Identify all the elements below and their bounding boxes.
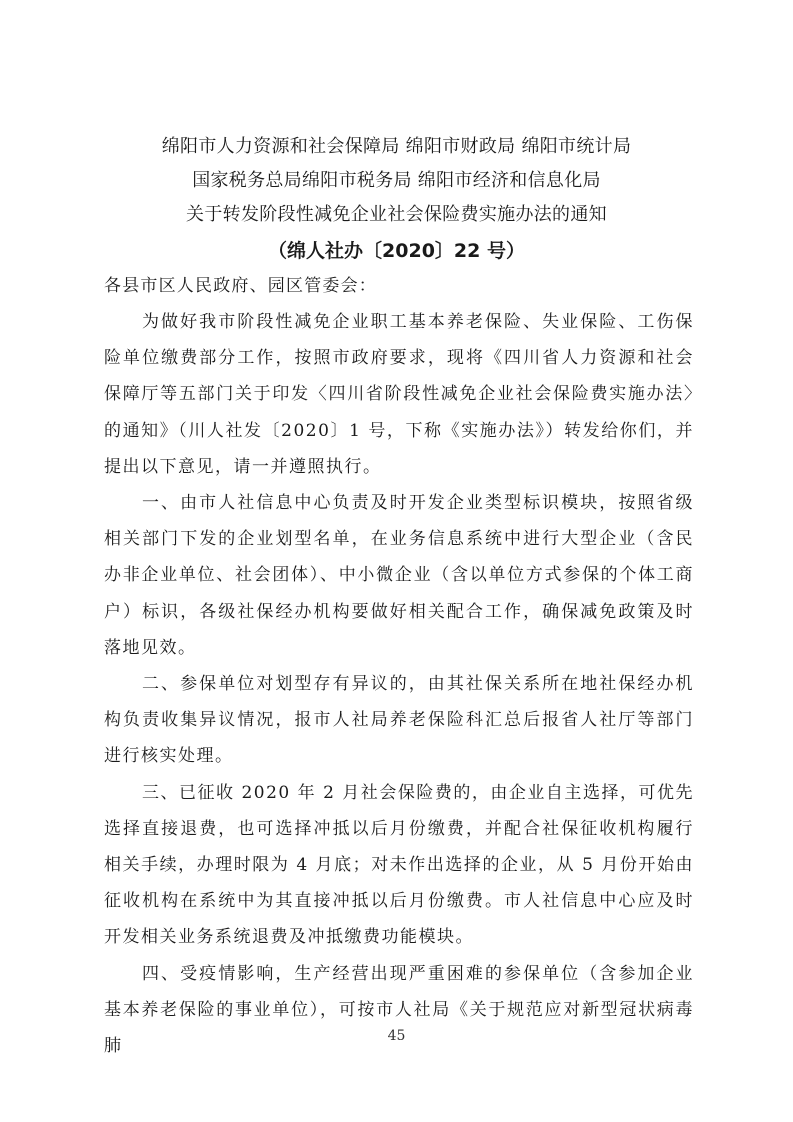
document-body xyxy=(104,268,694,1064)
document-header xyxy=(90,130,703,268)
issuing-agencies-line-2: 国家税务总局绵阳市税务局 绵阳市经济和信息化局 xyxy=(192,170,601,191)
paragraph-intro: 为做好我市阶段性减免企业职工基本养老保险、失业保险、工伤保险单位缴费部分工作，按照市政府要求，现将《四川省人力资源和社会保障厅等五部门关于印发〈四川省阶段性减免企业社会保险费实施办法〉的通知》（川人社发〔2020〕1 号，下称《实施办法》）转发给你们，并提出以下意见，请一并遵照执行。 xyxy=(104,312,694,477)
page-number: 45 xyxy=(387,1028,406,1044)
paragraph-item-4: 四、受疫情影响，生产经营出现严重困难的参保单位（含参加企业基本养老保险的事业单位），可按市人社局《关于规范应对新型冠状病毒肺 xyxy=(104,963,694,1057)
salutation: 各县市区人民政府、园区管委会： xyxy=(104,276,377,296)
paragraph-item-3: 三、已征收 2020 年 2 月社会保险费的，由企业自主选择，可优先选择直接退费，也可选择冲抵以后月份缴费，并配合社保征收机构履行相关手续，办理时限为 4 月底；对未作出选择的企业，从 5 月份开始由征收机构在系统中为其直接冲抵以后月份缴费。市人社信息中心应及时开发相关业务系统退费及冲抵缴费功能模块。 xyxy=(104,782,694,948)
document-title: 关于转发阶段性减免企业社会保险费实施办法的通知 xyxy=(186,204,607,225)
paragraph-item-2: 二、参保单位对划型存有异议的，由其社保关系所在地社保经办机构负责收集异议情况，报市人社局养老保险科汇总后报省人社厅等部门进行核实处理。 xyxy=(104,674,694,767)
document-number: （绵人社办〔2020〕22 号） xyxy=(268,240,525,262)
paragraph-item-1: 一、由市人社信息中心负责及时开发企业类型标识模块，按照省级相关部门下发的企业划型名单，在业务信息系统中进行大型企业（含民办非企业单位、社会团体）、中小微企业（含以单位方式参保的个体工商户）标识，各级社保经办机构要做好相关配合工作，确保减免政策及时落地见效。 xyxy=(104,493,694,658)
issuing-agencies-line-1: 绵阳市人力资源和社会保障局 绵阳市财政局 绵阳市统计局 xyxy=(161,136,632,157)
